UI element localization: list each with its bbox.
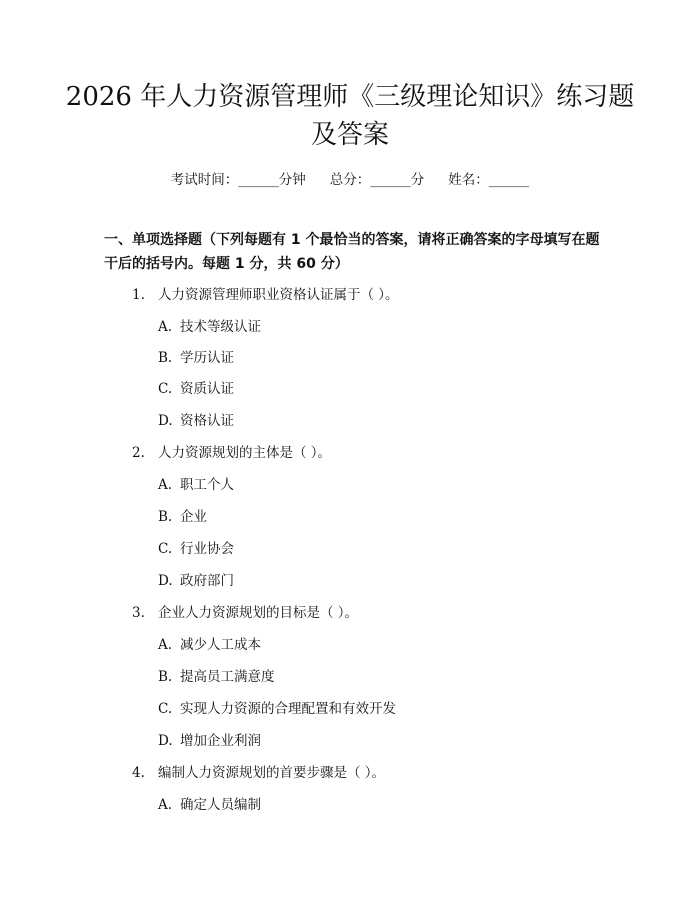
option-letter: B. [158, 509, 173, 525]
option-letter: C. [158, 381, 173, 397]
option-text: 企业 [180, 509, 207, 525]
question-text: 人力资源规划的主体是（ ）。 [158, 445, 332, 461]
option [158, 315, 261, 335]
option-letter: A. [158, 797, 173, 813]
option-text: 职工个人 [180, 477, 234, 493]
exam-meta [0, 168, 700, 188]
question-number: 3. [132, 605, 145, 621]
option [158, 537, 234, 557]
option-letter: D. [158, 573, 173, 589]
document-title: 2026 年人力资源管理师《三级理论知识》练习题及答案 [65, 82, 635, 150]
question [132, 283, 399, 303]
option-letter: A. [158, 477, 173, 493]
option [158, 473, 234, 493]
option-letter: C. [158, 701, 173, 717]
question-number: 1. [132, 287, 145, 303]
question-text: 编制人力资源规划的首要步骤是（ ）。 [158, 765, 386, 781]
option-text: 提高员工满意度 [180, 669, 275, 685]
option-letter: A. [158, 637, 173, 653]
option-text: 确定人员编制 [180, 797, 261, 813]
option-letter: D. [158, 413, 173, 429]
option [158, 729, 261, 749]
option-letter: C. [158, 541, 173, 557]
option-letter: B. [158, 669, 173, 685]
option [158, 665, 275, 685]
option-letter: A. [158, 319, 173, 335]
option [158, 377, 234, 397]
question-text: 企业人力资源规划的目标是（ ）。 [158, 605, 359, 621]
section-heading: 一、单项选择题（下列每题有 1 个最恰当的答案，请将正确答案的字母填写在题干后的括号内。每题 1 分，共 60 分） [104, 232, 600, 272]
option-text: 政府部门 [180, 573, 234, 589]
option-text: 实现人力资源的合理配置和有效开发 [180, 701, 396, 717]
question-number: 2. [132, 445, 145, 461]
option [158, 346, 234, 366]
option [158, 505, 207, 525]
option-letter: B. [158, 350, 173, 366]
option-text: 资格认证 [180, 413, 234, 429]
option [158, 793, 261, 813]
exam-total-score: 总分：______分 [329, 172, 425, 188]
option-text: 学历认证 [180, 350, 234, 366]
exam-time: 考试时间：______分钟 [170, 172, 306, 188]
option-text: 减少人工成本 [180, 637, 261, 653]
question [132, 441, 331, 461]
question-text: 人力资源管理师职业资格认证属于（ ）。 [158, 287, 399, 303]
option [158, 409, 234, 429]
question [132, 761, 385, 781]
option-text: 技术等级认证 [180, 319, 261, 335]
exam-name-field: 姓名：______ [448, 172, 530, 188]
option-letter: D. [158, 733, 173, 749]
option-text: 增加企业利润 [180, 733, 261, 749]
question [132, 601, 358, 621]
option [158, 633, 261, 653]
question-number: 4. [132, 765, 145, 781]
option-text: 资质认证 [180, 381, 234, 397]
option-text: 行业协会 [180, 541, 234, 557]
option [158, 569, 234, 589]
option [158, 697, 396, 717]
